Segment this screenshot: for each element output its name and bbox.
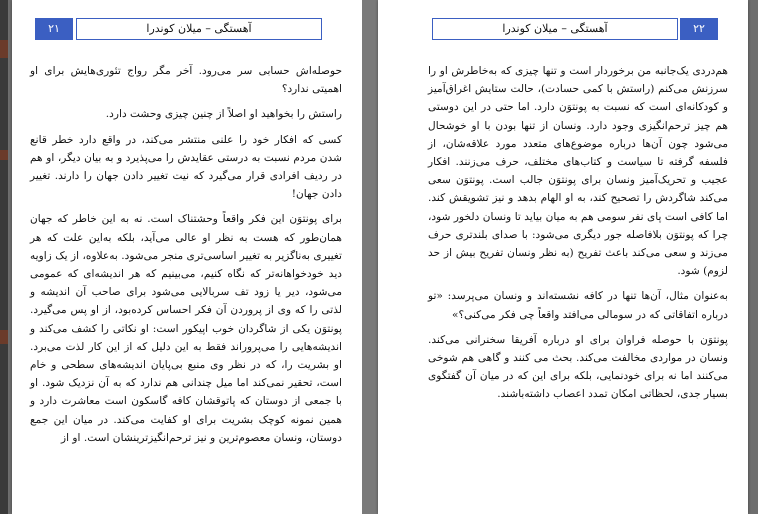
paragraph: برای پونتوَن این فکر واقعاً وحشتناک است. نه به این خاطر که جهان همان‌طور که هست به نظر او عالی می‌آید، بلکه به‌این علت که هر تغییری به‌ناگزیر به تغییر اساسی‌تری منجر می‌شود. به‌علاوه، از یک زاویه دید خودخواهانه‌تر که نگاه کنیم، می‌بینیم که هر اندیشه‌ای که عمومی می‌شود، دیر یا زود تف سربالایی می‌شود برای صاحب آن اندیشه و لذتی را که وی از پروردن آن فکر احساس کرده‌بود، از او پس می‌گیرد. پونتوَن یکی از شاگردان خوب اپیکور است: او نکاتی را کشف می‌کند و اندیشه‌هایی را می‌پروراند فقط به این دلیل که از این کار لذت می‌برد. او بشریت را، که در نظر وی منبع بی‌پایان اندیشه‌های سطحی و خام است، تحقیر نمی‌کند اما میل چندانی هم ندارد که به آن نزدیک شود. او با جمعی از دوستان که پاتوقشان کافه گاسکون است معاشرت دارد و همین نمونه کوچک بشریت برای او کفایت می‌کند. در میان این جمع دوستان، ونسان معصوم‌ترین و نیز ترحم‌انگیزترینشان است. او از: [30, 213, 342, 444]
paragraph: پونتوَن با حوصله فراوان برای او درباره آفریقا سخنرانی می‌کند. ونسان در مواردی مخالفت می‌کند. بحث می کنند و گاهی هم شوخی می‌کنند اما نه برای خودنمایی، بلکه برای این که در میان آن گفتگوی بسیار جدی، لحظاتی امکان تمدد اعصاب داشته‌باشند.: [428, 333, 728, 401]
paragraph: راستش را بخواهید او اصلاً از چنین چیزی وحشت دارد.: [105, 108, 342, 121]
page-header: [378, 18, 748, 40]
paragraph: هم‌دردی یک‌جانبه من برخوردار است و تنها چیزی که به‌خاطرش او را سرزنش می‌کنم (راستش با کمی حسادت)، حالت ستایش اغراق‌آمیز و کودکانه‌ای است که نسبت به پونتوَن دارد. اما حتی در این دوستی هم چیز ترحم‌انگیزی وجود دارد. ونسان از تنها بودن با او خوشحال می‌شود چون آن‌ها درباره موضوع‌های متعدد مورد علاقه‌شان، از فلسفه گرفته تا سیاست و کتاب‌های مختلف، حرف می‌زنند. افکار عجیب و تحریک‌آمیز ونسان برای پونتوَن جالب است. پونتوَن سعی می‌کند شاگردش را تصحیح کند، به او الهام بدهد و نیز تشویقش کند. اما کافی است پای نفر سومی هم به میان بیاید تا ونسان دلخور شود، چرا که پونتوَن بلافاصله جور دیگری می‌شود: با صدای بلندتری حرف می‌زند و سعی می‌کند باعث تفریح (به نظر ونسان تفریح بیش از حد لزوم) شود.: [428, 65, 728, 278]
page-gutter: [362, 0, 378, 514]
page-body: [30, 62, 342, 454]
page-body: [428, 62, 728, 411]
page-header: [12, 18, 362, 40]
paragraph: کسی که افکار خود را علنی منتشر می‌کند، در واقع دارد خطر قانع شدن مردم نسبت به درستی عقایدش را می‌پذیرد و به بیان دیگر، او هم در ردیف افرادی قرار می‌گیرد که نیت تغییر دادن جهان را دارند. تغییر دادن جهان!: [30, 133, 342, 201]
paragraph: حوصله‌اش حسابی سر می‌رود. آخر مگر رواج تئوری‌هایش برای او اهمیتی ندارد؟: [30, 65, 342, 96]
page-number-badge: ۲۱: [35, 18, 73, 40]
page-header-title: آهستگی – میلان کوندرا: [76, 18, 322, 40]
page-number-badge: ۲۲: [680, 18, 718, 40]
page-header-title: آهستگی – میلان کوندرا: [432, 18, 678, 40]
document-page-right: [378, 0, 748, 514]
document-page-left: [12, 0, 362, 514]
background-window-strip: [0, 0, 8, 514]
paragraph: به‌عنوان مثال، آن‌ها تنها در کافه نشسته‌اند و ونسان می‌پرسد: «تو درباره اتفاقاتی که در سومالی می‌افتد واقعاً چی فکر می‌کنی؟»: [428, 290, 728, 321]
